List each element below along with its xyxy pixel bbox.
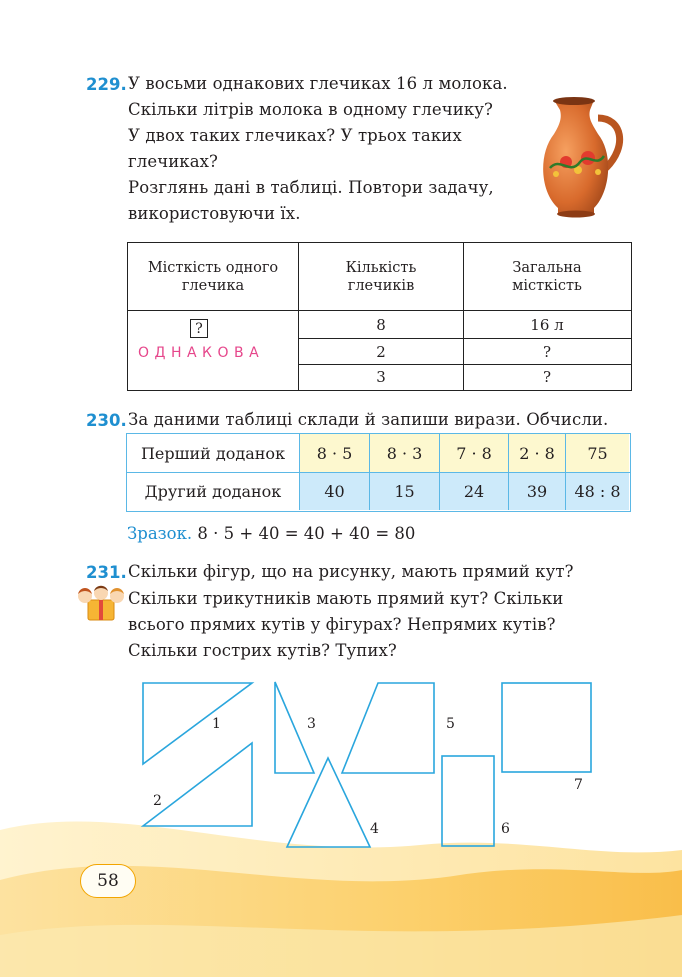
exercise-number: 229.: [86, 75, 127, 94]
second-addend-cell: 24: [440, 473, 509, 510]
task-line: Скільки фігур, що на рисунку, мають прямий кут?: [128, 562, 574, 581]
exercise-number: 230.: [86, 411, 127, 430]
task-line: У двох таких глечиках? У трьох таких: [128, 126, 462, 145]
figure-5-trapezoid: [342, 683, 434, 773]
second-addend-cell: 48 : 8: [566, 473, 629, 510]
total-cell: ?: [542, 342, 552, 361]
row-label: Другий доданок: [127, 473, 300, 510]
task-line: Скільки гострих кутів? Тупих?: [128, 641, 397, 660]
second-addend-cell: 39: [509, 473, 566, 510]
first-addend-cell: 8 · 3: [370, 434, 440, 472]
figure-label: 7: [574, 777, 583, 793]
figure-label: 1: [212, 716, 221, 732]
capacity-note: ОДНАКОВА: [138, 345, 265, 361]
figure-4-isosceles-triangle: [287, 758, 370, 847]
second-addend-cell: 40: [300, 473, 370, 510]
count-cell: 3: [376, 368, 386, 386]
figure-6-rectangle: [442, 756, 494, 846]
total-cell: ?: [542, 368, 552, 386]
first-addend-cell: 7 · 8: [440, 434, 509, 472]
sample-expression: 8 · 5 + 40 = 40 + 40 = 80: [197, 524, 416, 543]
task-line: Скільки трикутників мають прямий кут? Скільки: [128, 589, 564, 608]
figure-2-right-triangle: [143, 743, 252, 826]
task-line: Розглянь дані в таблиці. Повтори задачу,: [128, 178, 494, 197]
first-addend-cell: 8 · 5: [300, 434, 370, 472]
exercise-number: 231.: [86, 563, 127, 582]
row-label: Перший доданок: [127, 434, 300, 472]
count-cell: 8: [376, 315, 386, 334]
task-line: Скільки літрів молока в одному глечику?: [128, 100, 493, 119]
figure-7-square: [502, 683, 591, 772]
first-addend-cell: 2 · 8: [509, 434, 566, 472]
first-addend-cell: 75: [566, 434, 629, 472]
figure-1-right-triangle: [143, 683, 252, 764]
task-line: всього прямих кутів у фігурах? Непрямих кутів?: [128, 615, 556, 634]
figure-label: 3: [307, 716, 316, 732]
task-line: У восьми однакових глечиках 16 л молока.: [128, 74, 508, 93]
figure-label: 6: [501, 821, 510, 837]
sample-label: Зразок.: [127, 524, 193, 543]
header-count: Кількість глечиків: [345, 259, 417, 294]
total-cell: 16 л: [530, 315, 564, 334]
second-addend-cell: 15: [370, 473, 440, 510]
count-cell: 2: [376, 342, 386, 361]
unknown-box: ?: [190, 319, 208, 338]
figure-label: 5: [446, 716, 455, 732]
task-line: За даними таблиці склади й запиши вирази. Обчисли.: [128, 410, 609, 429]
figure-label: 4: [370, 821, 379, 837]
header-total: Загальна місткість: [512, 259, 582, 294]
header-capacity-one: Місткість одного глечика: [147, 259, 279, 294]
task-line: глечиках?: [128, 152, 218, 171]
task-line: використовуючи їх.: [128, 204, 301, 223]
page-number: 58: [80, 864, 136, 898]
figure-label: 2: [153, 793, 162, 809]
